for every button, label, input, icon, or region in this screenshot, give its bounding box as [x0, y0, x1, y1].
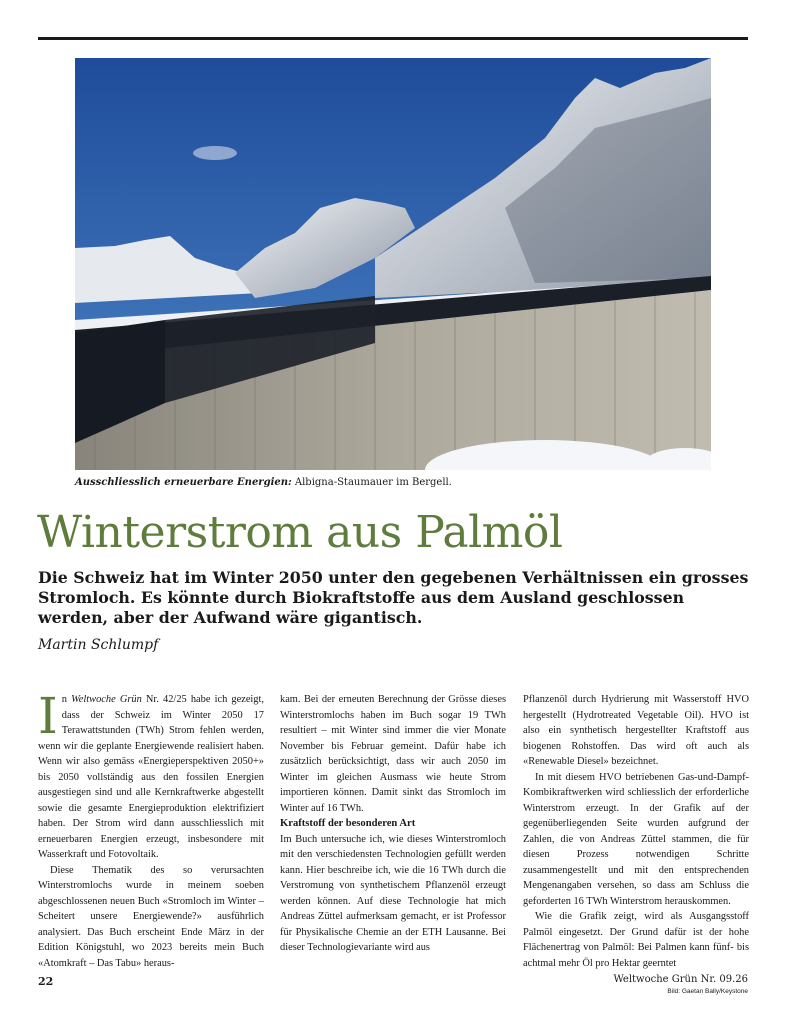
page-number: 22 [38, 975, 54, 988]
publication-footer: Weltwoche Grün Nr. 09.26 [613, 974, 748, 985]
top-rule [38, 37, 748, 40]
dam-photo [75, 58, 711, 470]
article-column-2 [280, 692, 506, 956]
article-column-1 [38, 687, 264, 971]
paragraph-7: Wie die Grafik zeigt, wird als Ausgangsstoff Palmöl eingesetzt. Der Grund dafür ist der hohe Flächenertrag von Palmöl: Bei Palmen kann fünf- bis achtmal mehr Öl pro Hektar geerntet [523, 911, 749, 969]
headline: Winterstrom aus Palmöl [37, 507, 563, 558]
photo-credit: Bild: Gaetan Bally/Keystone [667, 988, 748, 995]
paragraph-4: Im Buch untersuche ich, wie dieses Winterstromloch mit den verschiedensten Technologien gefüllt werden kann. Hier beschreibe ich, wie die 16 TWh durch die Verstromung von synthetischem Pflanzenöl erzeugt werden können. Auf diese Technologie hat mich Andreas Züttel aufmerksam gemacht, er ist Professor für Physikalische Chemie an der ETH Lausanne. Bei dieser Technologievariante wird aus [280, 833, 506, 953]
paragraph-6: In mit diesem HVO betriebenen Gas-und-Dampf-Kombikraftwerken wird schliesslich der erforderliche Winterstrom erzeugt. In der Grafik auf der gegenüberliegenden Seite wurden aufgrund der Zahlen, die von Andreas Züttel stammen, die für diesen Prozess notwendigen Schritte zusammengestellt und mit den entsprechenden Mengenangaben versehen, so dass am Schluss die geforderten 16 TWh Winterstrom herauskommen. [523, 771, 749, 907]
publication-reference: Weltwoche Grün [71, 694, 142, 705]
subhead: Kraftstoff der besonderen Art [280, 818, 416, 829]
article-column-3 [523, 692, 749, 971]
photo-caption [75, 477, 452, 489]
paragraph-2: Diese Thematik des so verursachten Winterstromlochs wurde in meinem soeben abgeschlossenen neuen Buch «Stromloch im Winter – Scheitert unsere Energiewende?» ausführlich analysiert. Das Buch erscheint Ende März in der Edition Königstuhl, wo 2023 bereits mein Buch «Atomkraft – Das Tabu» heraus- [38, 864, 264, 969]
paragraph-1-rest: Nr. 42/25 habe ich gezeigt, dass der Schweiz im Winter 2050 17 Terawattstunden (TWh) Strom fehlen werden, wenn wir die geplante Energiewende realisiert haben. Wenn wir also gemäss «Energieperspektiven 2050+» bis 2050 vollständig aus den fossilen Energien ausgestiegen sind und alle Kernkraftwerke abgestellt sowie die gesamte Energieproduktion elektrifiziert haben. Der Strom wird dann ausschliesslich mit erneuerbaren Energien erzeugt, insbesondere mit Wasserkraft und Fotovoltaik. [38, 694, 264, 860]
dropcap: I [38, 687, 58, 745]
paragraph-3: kam. Bei der erneuten Berechnung der Grösse dieses Winterstromlochs haben im Buch sogar 19 TWh resultiert – mit Winter sind immer die vier Monate November bis Februar gemeint. Dafür habe ich zusätzlich berücksichtigt, dass wir auch 2050 im Winter im gleichen Ausmass wie heute Strom importieren können. Damit sinkt das Stromloch im Winter auf 16 TWh. [280, 694, 506, 814]
paragraph-1 [38, 687, 264, 863]
paragraph-5: Pflanzenöl durch Hydrierung mit Wasserstoff HVO hergestellt (Hydrotreated Vegetable Oil). HVO ist also ein synthetisch hergestellter Kraftstoff aus biogenen Rohstoffen. Das wird oft auch als «Renewable Diesel» bezeichnet. [523, 694, 749, 767]
author-name: Martin Schlumpf [38, 637, 159, 653]
caption-text: Albigna-Staumauer im Bergell. [291, 477, 452, 488]
intro-lede: Die Schweiz hat im Winter 2050 unter den gegebenen Verhältnissen ein grosses Stromloch. Es könnte durch Biokraftstoffe aus dem Ausland geschlossen werden, aber der Aufwand wäre gigantisch. [38, 568, 749, 627]
paragraph-1-start: n [61, 694, 72, 705]
caption-lead: Ausschliesslich erneuerbare Energien: [75, 477, 292, 488]
